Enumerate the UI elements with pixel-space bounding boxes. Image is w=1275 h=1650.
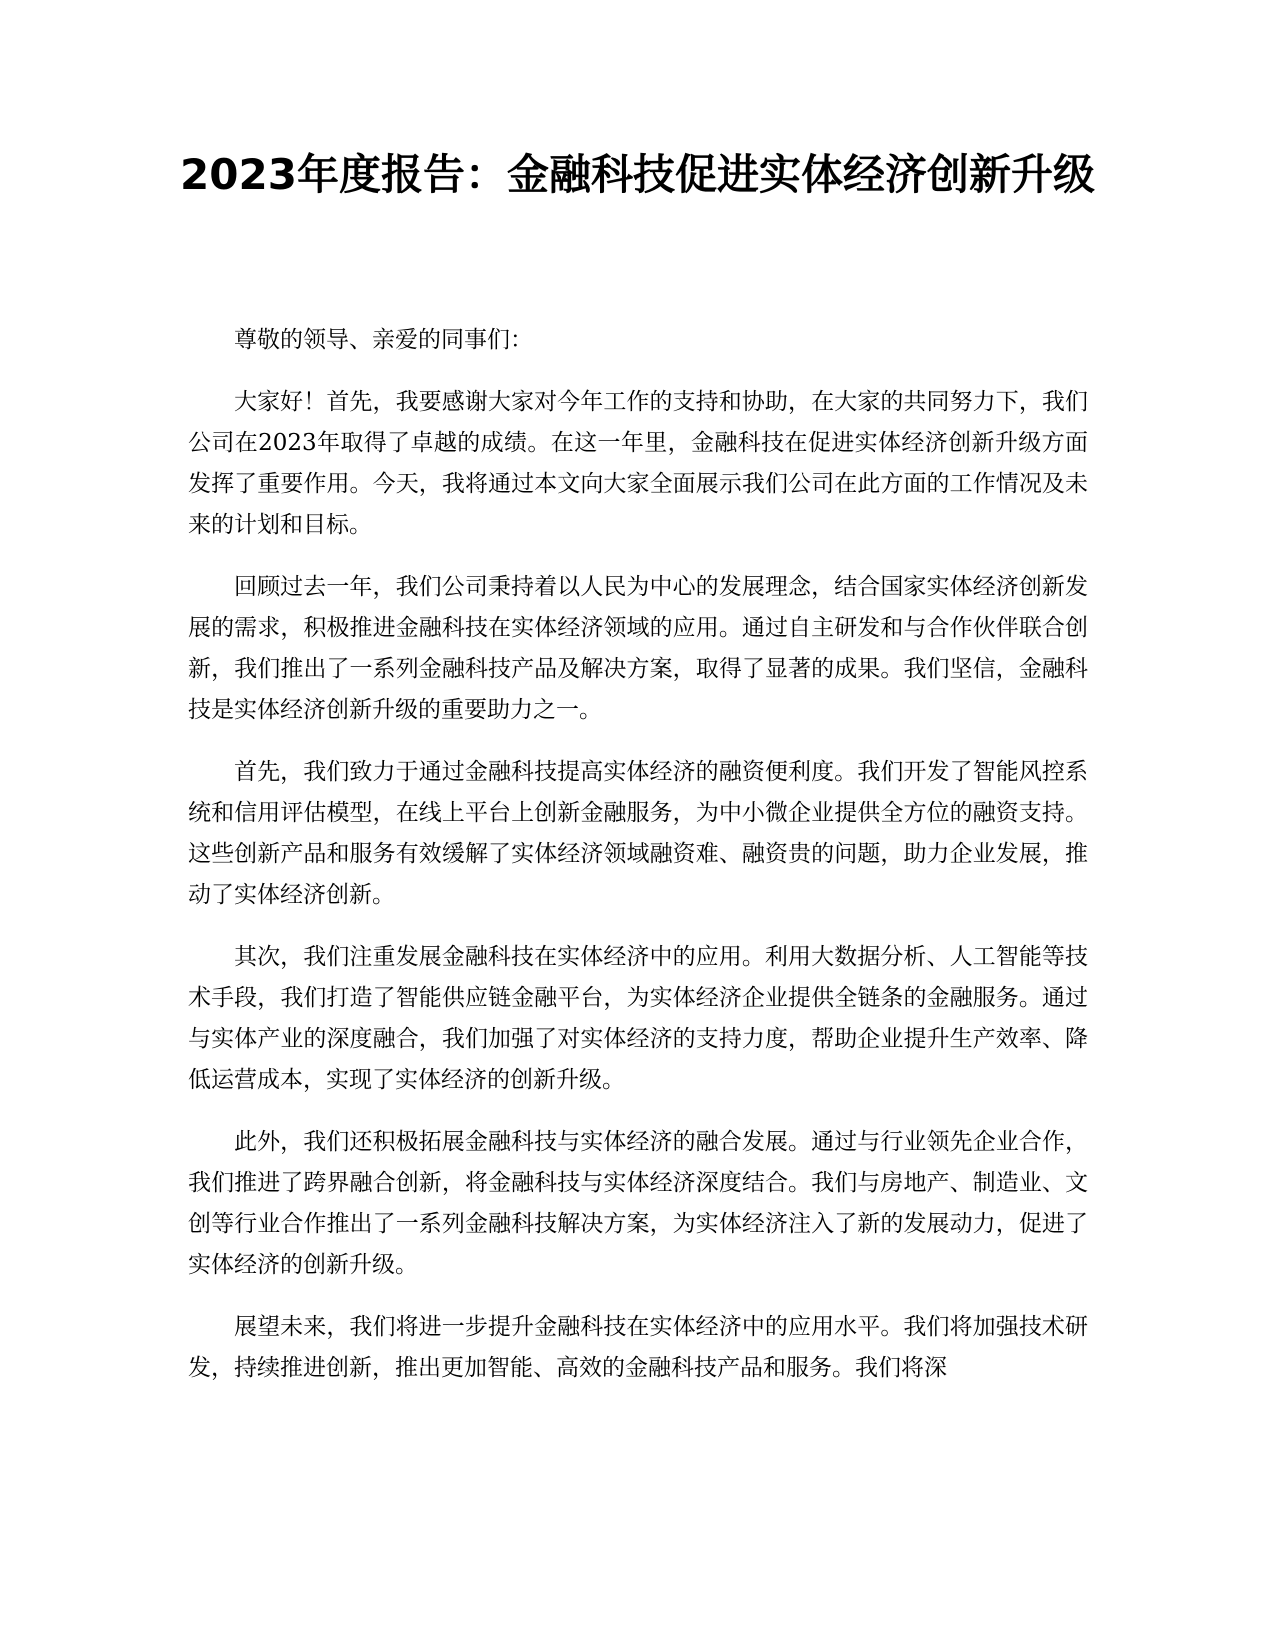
paragraph-greeting: 大家好！首先，我要感谢大家对今年工作的支持和协助，在大家的共同努力下，我们公司在2023年取得了卓越的成绩。在这一年里，金融科技在促进实体经济创新升级方面发挥了重要作用。今天，我将通过本文向大家全面展示我们公司在此方面的工作情况及未来的计划和目标。 (188, 389, 1088, 538)
paragraph-application: 其次，我们注重发展金融科技在实体经济中的应用。利用大数据分析、人工智能等技术手段，我们打造了智能供应链金融平台，为实体经济企业提供全链条的金融服务。通过与实体产业的深度融合，我们加强了对实体经济的支持力度，帮助企业提升生产效率、降低运营成本，实现了实体经济的创新升级。 (188, 944, 1088, 1093)
paragraph-review: 回顾过去一年，我们公司秉持着以人民为中心的发展理念，结合国家实体经济创新发展的需求，积极推进金融科技在实体经济领域的应用。通过自主研发和与合作伙伴联合创新，我们推出了一系列金融科技产品及解决方案，取得了显著的成果。我们坚信，金融科技是实体经济创新升级的重要助力之一。 (188, 574, 1088, 723)
document-title: 2023年度报告：金融科技促进实体经济创新升级 (180, 150, 1095, 199)
paragraph-financing: 首先，我们致力于通过金融科技提高实体经济的融资便利度。我们开发了智能风控系统和信用评估模型，在线上平台上创新金融服务，为中小微企业提供全方位的融资支持。这些创新产品和服务有效缓解了实体经济领域融资难、融资贵的问题，助力企业发展，推动了实体经济创新。 (188, 759, 1088, 908)
salutation: 尊敬的领导、亲爱的同事们： (234, 327, 533, 353)
document-body (188, 320, 1088, 1410)
paragraph-integration: 此外，我们还积极拓展金融科技与实体经济的融合发展。通过与行业领先企业合作，我们推进了跨界融合创新，将金融科技与实体经济深度结合。我们与房地产、制造业、文创等行业合作推出了一系列金融科技解决方案，为实体经济注入了新的发展动力，促进了实体经济的创新升级。 (188, 1129, 1088, 1278)
paragraph-outlook: 展望未来，我们将进一步提升金融科技在实体经济中的应用水平。我们将加强技术研发，持续推进创新，推出更加智能、高效的金融科技产品和服务。我们将深 (188, 1314, 1088, 1381)
